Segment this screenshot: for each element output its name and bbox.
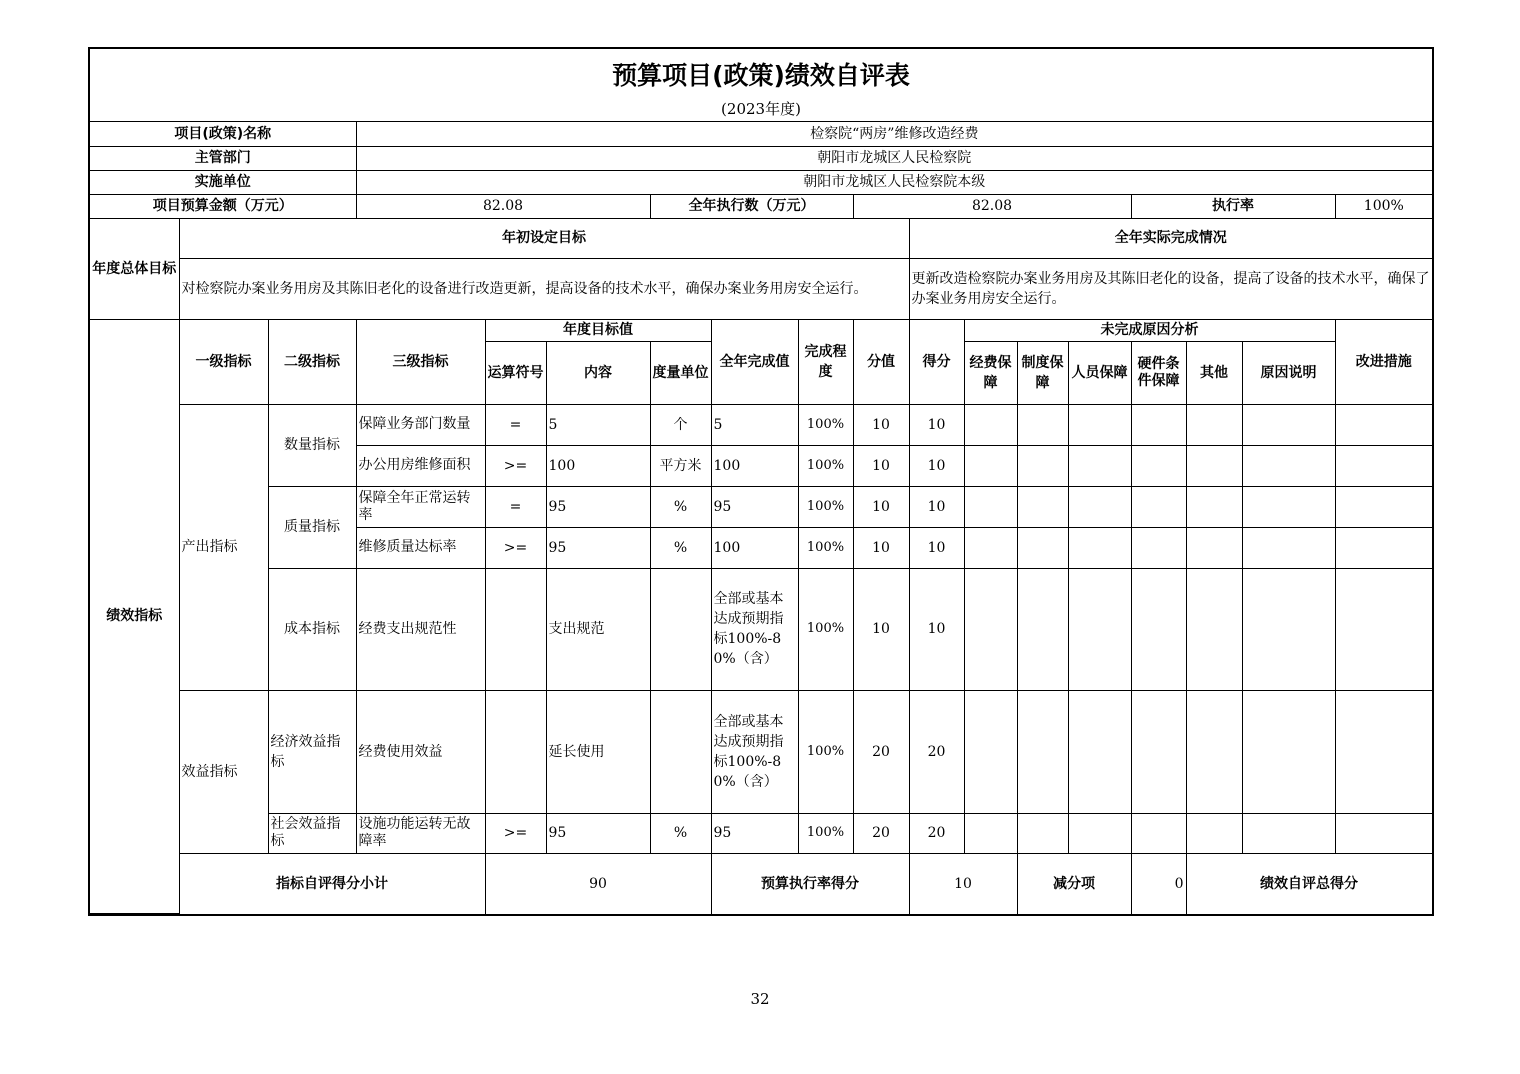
score-cell: 20 [853, 690, 909, 813]
operator-cell [485, 690, 546, 813]
level1-header: 一级指标 [179, 319, 268, 404]
content-cell: 延长使用 [546, 690, 650, 813]
unit-cell [650, 690, 711, 813]
group-quality: 质量指标 [268, 486, 356, 568]
dept-value: 朝阳市龙城区人民检察院 [356, 146, 1432, 170]
actual-cell: 5 [711, 404, 798, 445]
table-row [90, 690, 1432, 813]
group-output: 产出指标 [179, 404, 268, 690]
actual-goal-header: 全年实际完成情况 [909, 218, 1432, 258]
actual-cell: 100 [711, 527, 798, 568]
score-cell: 10 [853, 568, 909, 690]
deduct-value: 0 [1131, 853, 1186, 914]
exec-label: 全年执行数（万元） [650, 194, 853, 218]
actual-cell: 100 [711, 445, 798, 486]
got-cell: 10 [909, 527, 964, 568]
got-cell: 20 [909, 690, 964, 813]
got-cell: 20 [909, 813, 964, 853]
level3-cell: 经费使用效益 [356, 690, 485, 813]
got-cell: 10 [909, 486, 964, 527]
degree-cell: 100% [798, 813, 853, 853]
title-block [90, 49, 1432, 122]
operator-cell: >= [485, 527, 546, 568]
score-cell: 10 [853, 404, 909, 445]
evaluation-table [90, 122, 1432, 914]
exec-score-value: 10 [909, 853, 1017, 914]
degree-cell: 100% [798, 404, 853, 445]
score-cell: 10 [853, 445, 909, 486]
target-group-header: 年度目标值 [485, 319, 711, 341]
rate-label: 执行率 [1131, 194, 1335, 218]
content-cell: 支出规范 [546, 568, 650, 690]
actual-goal-text: 更新改造检察院办案业务用房及其陈旧老化的设备，提高了设备的技术水平，确保了办案业务用房安全运行。 [909, 258, 1432, 319]
actual-header: 全年完成值 [711, 319, 798, 404]
set-goal-header: 年初设定目标 [179, 218, 909, 258]
unit-label: 实施单位 [90, 170, 356, 194]
operator-cell: >= [485, 813, 546, 853]
got-cell: 10 [909, 568, 964, 690]
operator-cell: = [485, 486, 546, 527]
reason-fund-header: 经费保障 [964, 341, 1017, 404]
reason-system-header: 制度保障 [1017, 341, 1068, 404]
page-subtitle: (2023年度) [721, 100, 801, 118]
unit-cell: % [650, 813, 711, 853]
score-cell: 20 [853, 813, 909, 853]
degree-cell: 100% [798, 568, 853, 690]
degree-cell: 100% [798, 486, 853, 527]
exec-value: 82.08 [853, 194, 1131, 218]
project-name-label: 项目(政策)名称 [90, 122, 356, 146]
level2-header: 二级指标 [268, 319, 356, 404]
unit-cell: % [650, 527, 711, 568]
actual-cell: 全部或基本达成预期指标100%-80%（含） [711, 690, 798, 813]
group-economic: 经济效益指标 [268, 690, 356, 813]
reason-group-header: 未完成原因分析 [964, 319, 1335, 341]
unit-cell: 个 [650, 404, 711, 445]
operator-header: 运算符号 [485, 341, 546, 404]
actual-cell: 全部或基本达成预期指标100%-80%（含） [711, 568, 798, 690]
level3-cell: 保障业务部门数量 [356, 404, 485, 445]
budget-value: 82.08 [356, 194, 650, 218]
operator-cell: = [485, 404, 546, 445]
page-number: 32 [750, 990, 770, 1008]
level3-cell: 设施功能运转无故障率 [356, 813, 485, 853]
got-header: 得分 [909, 319, 964, 404]
operator-cell [485, 568, 546, 690]
level3-cell: 保障全年正常运转率 [356, 486, 485, 527]
total-label: 绩效自评总得分 [1186, 853, 1432, 914]
group-cost: 成本指标 [268, 568, 356, 690]
budget-label: 项目预算金额（万元） [90, 194, 356, 218]
table-row [90, 813, 1432, 853]
reason-other-header: 其他 [1186, 341, 1242, 404]
table-row [90, 404, 1432, 445]
group-social: 社会效益指标 [268, 813, 356, 853]
performance-indicator-label: 绩效指标 [90, 319, 179, 914]
unit-cell: % [650, 486, 711, 527]
page-title: 预算项目(政策)绩效自评表 [612, 61, 910, 90]
content-cell: 95 [546, 486, 650, 527]
set-goal-text: 对检察院办案业务用房及其陈旧老化的设备进行改造更新，提高设备的技术水平，确保办案业务用房安全运行。 [179, 258, 909, 319]
got-cell: 10 [909, 445, 964, 486]
reason-staff-header: 人员保障 [1068, 341, 1131, 404]
degree-header: 完成程度 [798, 319, 853, 404]
table-row [90, 486, 1432, 527]
exec-score-label: 预算执行率得分 [711, 853, 909, 914]
degree-cell: 100% [798, 690, 853, 813]
dept-label: 主管部门 [90, 146, 356, 170]
content-cell: 100 [546, 445, 650, 486]
improve-header: 改进措施 [1335, 319, 1432, 404]
level3-header: 三级指标 [356, 319, 485, 404]
annual-goal-label: 年度总体目标 [90, 218, 179, 319]
content-cell: 5 [546, 404, 650, 445]
project-name-value: 检察院“两房”维修改造经费 [356, 122, 1432, 146]
unit-value: 朝阳市龙城区人民检察院本级 [356, 170, 1432, 194]
group-effect: 效益指标 [179, 690, 268, 853]
reason-note-header: 原因说明 [1242, 341, 1335, 404]
subtotal-value: 90 [485, 853, 711, 914]
score-header: 分值 [853, 319, 909, 404]
level3-cell: 维修质量达标率 [356, 527, 485, 568]
score-cell: 10 [853, 486, 909, 527]
table-row [90, 568, 1432, 690]
unit-cell: 平方米 [650, 445, 711, 486]
got-cell: 10 [909, 404, 964, 445]
rate-value: 100% [1335, 194, 1432, 218]
operator-cell: >= [485, 445, 546, 486]
actual-cell: 95 [711, 813, 798, 853]
reason-hardware-header: 硬件条件保障 [1131, 341, 1186, 404]
group-quantity: 数量指标 [268, 404, 356, 486]
subtotal-label: 指标自评得分小计 [179, 853, 485, 914]
content-cell: 95 [546, 813, 650, 853]
performance-evaluation-sheet [88, 47, 1434, 916]
deduct-label: 减分项 [1017, 853, 1131, 914]
unit-header: 度量单位 [650, 341, 711, 404]
score-cell: 10 [853, 527, 909, 568]
unit-cell [650, 568, 711, 690]
level3-cell: 经费支出规范性 [356, 568, 485, 690]
content-header: 内容 [546, 341, 650, 404]
degree-cell: 100% [798, 445, 853, 486]
actual-cell: 95 [711, 486, 798, 527]
degree-cell: 100% [798, 527, 853, 568]
level3-cell: 办公用房维修面积 [356, 445, 485, 486]
content-cell: 95 [546, 527, 650, 568]
